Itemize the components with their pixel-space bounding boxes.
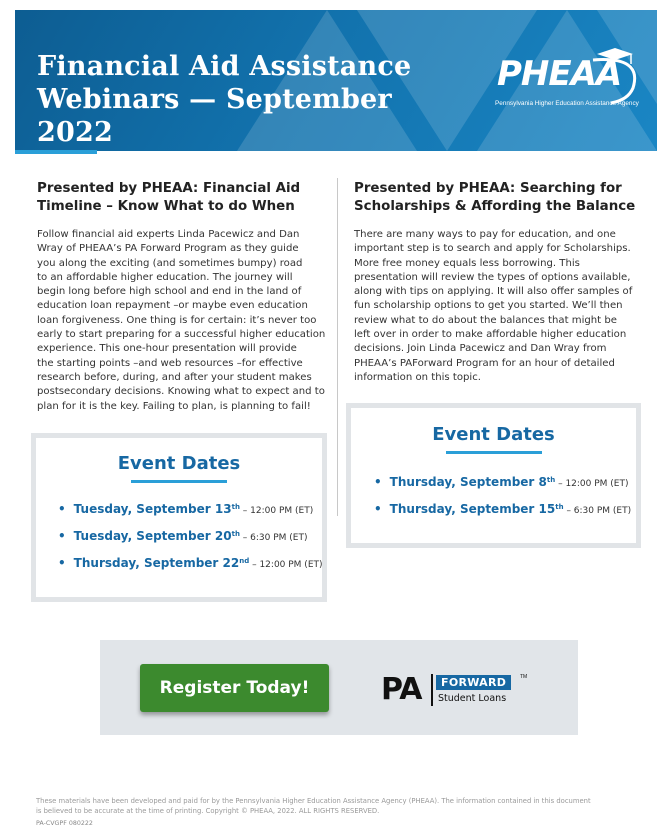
- event-item: • Tuesday, September 20th – 6:30 PM (ET): [58, 529, 308, 543]
- pa-forward-logo: [381, 674, 541, 708]
- pa-forward-bar: [431, 674, 433, 706]
- header-banner: [15, 10, 657, 151]
- footer-disclaimer: These materials have been developed and paid for by the Pennsylvania Higher Education Assistance Agency (PHEAA). The information contained in this document is believed to be accurate at the time of printing. Copyright © PHEAA, 2022. ALL RIGHTS RESERVED.: [36, 797, 591, 815]
- title-line-2: Webinars — September 2022: [37, 84, 392, 148]
- accent-bar: [15, 150, 97, 154]
- pa-forward-pa: PA: [381, 672, 422, 707]
- right-heading: Presented by PHEAA: Searching for Scholarships & Affording the Balance: [354, 181, 636, 214]
- event-item: • Tuesday, September 13th – 12:00 PM (ET): [58, 502, 314, 516]
- left-body: Follow financial aid experts Linda Pacewicz and Dan Wray of PHEAA’s PA Forward Program as they guide you along the exciting (and sometimes bumpy) road to an affordable higher education. The journey will begin long before high school and end in the land of education loan repayment –or maybe even education loan forgiveness. One thing is for certain: it’s never too early to start preparing for a successful higher education experience. This one-hour presentation will provide the starting points –and web resources –for effective research before, during, and after your student makes postsecondary decisions. Knowing what to expect and to plan for it is the key. Failing to plan, is planning to fail!: [37, 229, 326, 412]
- right-column: [354, 180, 640, 385]
- left-column: [37, 180, 327, 414]
- pa-forward-word: FORWARD: [436, 675, 511, 690]
- event-list: [58, 502, 322, 583]
- column-divider: [337, 178, 338, 516]
- footer-code: PA-CVGPF 080222: [36, 820, 93, 827]
- page-title: [37, 50, 457, 149]
- logo-tagline: Pennsylvania Higher Education Assistance Agency: [495, 100, 639, 107]
- pa-forward-tm: TM: [520, 674, 528, 680]
- event-dates-title: Event Dates: [117, 453, 241, 474]
- event-dates-box-left: [31, 433, 327, 602]
- left-heading: Presented by PHEAA: Financial Aid Timeline – Know What to do When: [37, 181, 301, 214]
- title-underline: [131, 480, 227, 483]
- title-line-1: Financial Aid Assistance: [37, 51, 412, 82]
- title-underline: [446, 451, 542, 454]
- event-item: • Thursday, September 8th – 12:00 PM (ET): [374, 475, 629, 489]
- event-list: [374, 475, 636, 529]
- pa-forward-subtitle: Student Loans: [438, 693, 507, 704]
- cta-panel: [100, 640, 578, 735]
- event-item: • Thursday, September 22nd – 12:00 PM (ET): [58, 556, 323, 570]
- right-body: There are many ways to pay for education, and one important step is to search and apply for Scholarships. More free money equals less borrowing. This presentation will review the types of options available, along with tips on applying. It will also offer samples of fun scholarship options to get you started. We’ll then review what to do about the balances that might be left over in order to make affordable higher education decisions. Join Linda Pacewicz and Dan Wray from PHEAA’s PAForward Program for an hour of detailed information on this topic.: [354, 229, 633, 383]
- event-item: • Thursday, September 15th – 6:30 PM (ET): [374, 502, 632, 516]
- footer: [36, 797, 646, 829]
- pheaa-logo: [493, 48, 643, 118]
- register-button[interactable]: Register Today!: [140, 664, 329, 712]
- logo-wordmark: PHEAA: [497, 54, 622, 94]
- event-dates-title: Event Dates: [432, 424, 555, 445]
- event-dates-box-right: [346, 403, 641, 548]
